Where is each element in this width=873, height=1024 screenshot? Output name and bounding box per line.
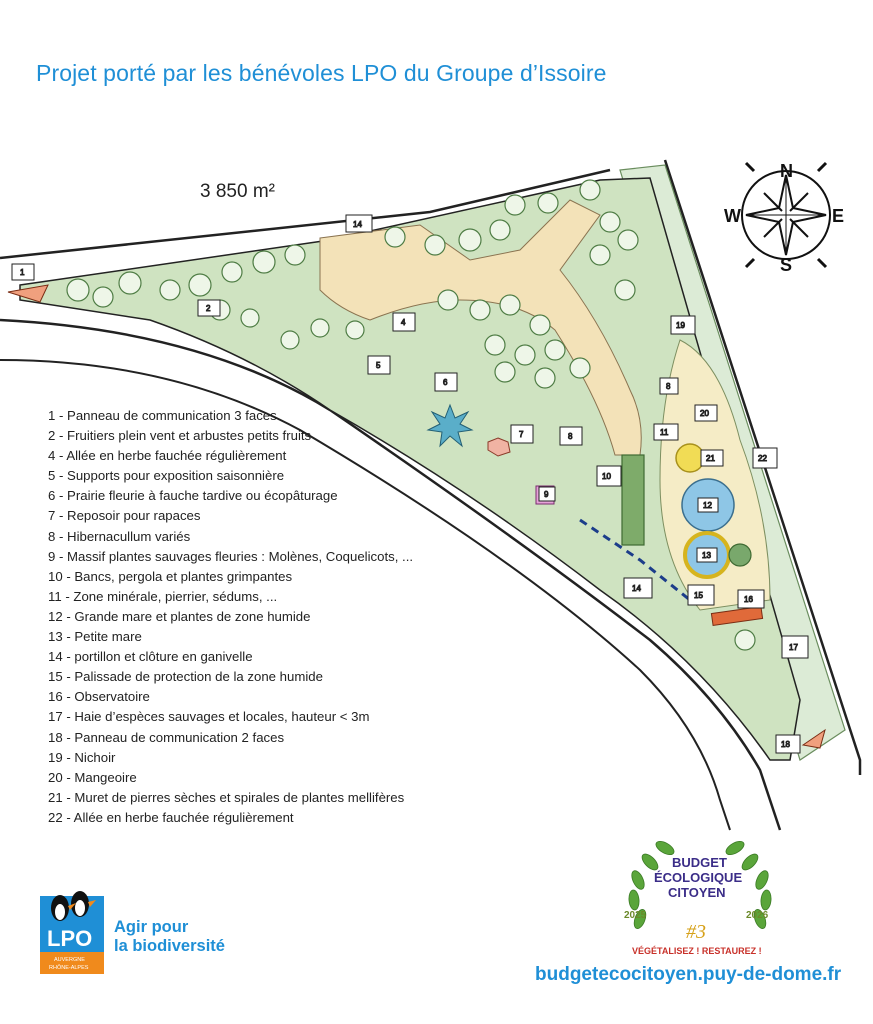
area-label: 3 850 m² [200, 181, 275, 202]
compass-rose [724, 161, 844, 275]
svg-text:8: 8 [666, 382, 671, 391]
legend-item: 13 - Petite mare [48, 629, 142, 645]
legend-item: 15 - Palissade de protection de la zone humide [48, 669, 323, 685]
marker-16 [738, 590, 764, 608]
budget-line1: BUDGET [672, 855, 727, 870]
page-title: Projet porté par les bénévoles LPO du Groupe d’Issoire [36, 60, 607, 86]
lpo-region-2: RHÔNE-ALPES [49, 965, 89, 971]
marker-1 [12, 264, 34, 280]
svg-text:7: 7 [519, 430, 524, 439]
legend-item: 5 - Supports pour exposition saisonnière [48, 468, 285, 484]
svg-text:22: 22 [758, 454, 767, 463]
legend-item: 12 - Grande mare et plantes de zone humide [48, 608, 311, 624]
svg-text:2: 2 [206, 304, 211, 313]
svg-text:20: 20 [700, 409, 709, 418]
legend-item: 19 - Nichoir [48, 749, 116, 765]
marker-8a [560, 427, 582, 445]
svg-text:18: 18 [781, 740, 790, 749]
legend-item: 9 - Massif plantes sauvages fleuries : Molènes, Coquelicots, ... [48, 548, 414, 564]
legend-item: 22 - Allée en herbe fauchée régulièrement [48, 809, 294, 825]
marker-14a [346, 215, 372, 232]
lpo-logo-text: LPO [47, 926, 93, 951]
svg-text:14: 14 [353, 220, 362, 229]
svg-text:13: 13 [702, 551, 711, 560]
svg-text:6: 6 [443, 378, 448, 387]
marker-5 [368, 356, 390, 374]
svg-text:14: 14 [632, 584, 641, 593]
svg-text:9: 9 [544, 490, 549, 499]
marker-14b [624, 578, 652, 598]
marker-21 [701, 450, 723, 466]
marker-9 [539, 487, 555, 501]
marker-7 [511, 425, 533, 443]
svg-text:11: 11 [660, 428, 669, 437]
budget-line3: CITOYEN [668, 885, 726, 900]
marker-8b [660, 378, 678, 394]
svg-text:15: 15 [694, 591, 703, 600]
marker-12 [698, 498, 718, 512]
lpo-tagline [114, 918, 225, 956]
svg-text:17: 17 [789, 643, 798, 652]
legend-item: 10 - Bancs, pergola et plantes grimpantes [48, 568, 293, 584]
budget-edition: #3 [686, 921, 706, 943]
svg-text:12: 12 [703, 501, 712, 510]
legend-item: 7 - Reposoir pour rapaces [48, 508, 201, 524]
marker-15 [688, 585, 714, 605]
svg-text:19: 19 [676, 321, 685, 330]
legend-item: 18 - Panneau de communication 2 faces [48, 729, 285, 745]
marker-20 [695, 405, 717, 421]
spiral-2 [729, 544, 751, 566]
legend-item: 20 - Mangeoire [48, 769, 137, 785]
compass-n: N [780, 161, 793, 181]
lpo-region-1: AUVERGNE [54, 957, 85, 963]
marker-13 [697, 548, 717, 562]
pergola [622, 455, 644, 545]
lpo-badge [40, 886, 104, 974]
marker-6 [435, 373, 457, 391]
marker-4 [393, 313, 415, 331]
legend-item: 4 - Allée en herbe fauchée régulièrement [48, 448, 287, 464]
website-link[interactable]: budgetecocitoyen.puy-de-dome.fr [535, 964, 842, 985]
legend-item: 16 - Observatoire [48, 689, 150, 705]
compass-w: W [724, 206, 741, 226]
svg-text:4: 4 [401, 318, 406, 327]
budget-line2: ÉCOLOGIQUE [654, 870, 743, 885]
lpo-logo [40, 886, 104, 979]
legend-item: 11 - Zone minérale, pierrier, sédums, ... [48, 588, 278, 604]
marker-2 [198, 300, 220, 316]
legend-item: 14 - portillon et clôture en ganivelle [48, 649, 253, 665]
lpo-tagline-2: la biodiversité [114, 937, 225, 955]
legend-item: 21 - Muret de pierres sèches et spirales de plantes mellifères [48, 789, 405, 805]
marker-10 [597, 466, 621, 486]
lpo-tagline-1: Agir pour [114, 918, 189, 936]
legend-list [48, 406, 413, 828]
svg-text:16: 16 [744, 595, 753, 604]
legend-item: 2 - Fruitiers plein vent et arbustes petits fruits [48, 428, 312, 444]
svg-text:8: 8 [568, 432, 573, 441]
legend-item: 8 - Hibernacullum variés [48, 528, 191, 544]
svg-text:1: 1 [20, 268, 25, 277]
svg-text:10: 10 [602, 472, 611, 481]
dry-stone-spiral [676, 444, 704, 472]
marker-22 [753, 448, 777, 468]
marker-11 [654, 424, 678, 440]
budget-year-start: 2025 [624, 910, 647, 921]
budget-logo [620, 820, 780, 960]
legend-item: 1 - Panneau de communication 3 faces [48, 408, 277, 423]
budget-slogan: VÉGÉTALISEZ ! RESTAUREZ ! [632, 946, 762, 956]
svg-text:21: 21 [706, 454, 715, 463]
svg-text:5: 5 [376, 361, 381, 370]
marker-19 [671, 316, 695, 334]
marker-18 [776, 735, 800, 753]
compass-e: E [832, 206, 845, 226]
compass-s: S [780, 255, 793, 275]
legend-item: 6 - Prairie fleurie à fauche tardive ou écopâturage [48, 488, 338, 504]
budget-year-end: 2026 [746, 910, 769, 921]
legend-item: 17 - Haie d’espèces sauvages et locales, hauteur < 3m [48, 709, 370, 725]
marker-17 [782, 636, 808, 658]
